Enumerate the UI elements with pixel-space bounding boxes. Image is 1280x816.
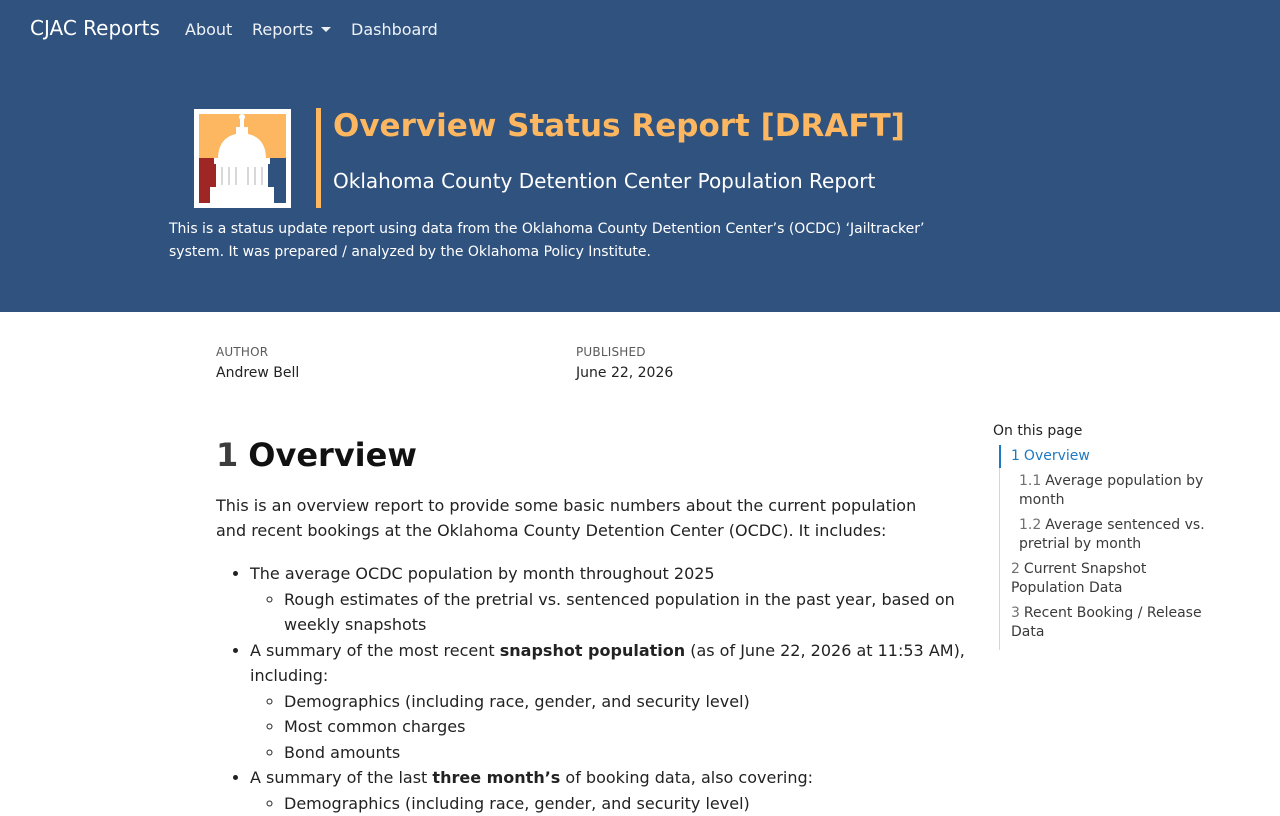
nav-link-about[interactable]: About bbox=[185, 20, 232, 39]
list-item-emphasis: snapshot population bbox=[500, 641, 685, 660]
list-item bbox=[250, 765, 970, 816]
sub-list-item: ◦ Demographics (including race, gender, and security level) bbox=[284, 689, 970, 715]
title-accent-rule bbox=[316, 108, 321, 208]
list-item bbox=[250, 638, 970, 766]
section-number: 1 bbox=[216, 436, 238, 474]
section-title: Overview bbox=[248, 436, 417, 474]
chevron-down-icon bbox=[321, 27, 331, 32]
overview-list bbox=[216, 561, 970, 816]
list-item bbox=[250, 561, 970, 638]
sub-list bbox=[250, 689, 970, 766]
sub-list bbox=[250, 791, 970, 816]
toc-label: Average population by month bbox=[1019, 473, 1203, 508]
toc-link-average-population[interactable] bbox=[1011, 472, 1213, 510]
list-item-emphasis: three month’s bbox=[432, 768, 560, 787]
page-description: This is a status update report using data from the Oklahoma County Detention Center’s (OCDC) ‘Jailtracker’ system. It was prepared / analyzed by the Oklahoma Policy Institute. bbox=[169, 218, 959, 264]
published-label: PUBLISHED bbox=[576, 345, 646, 359]
page-header-banner bbox=[0, 0, 1280, 312]
sub-list-item: ◦ Most common charges bbox=[284, 714, 970, 740]
toc-link-recent-booking[interactable] bbox=[1011, 604, 1213, 642]
navbar-brand[interactable]: CJAC Reports bbox=[30, 16, 160, 40]
list-item-text: (as of June 22, 2026 at 11:53 AM), including: bbox=[250, 641, 965, 686]
published-date: June 22, 2026 bbox=[576, 365, 673, 381]
section-heading-overview bbox=[216, 436, 417, 474]
toc-label: Current Snapshot Population Data bbox=[1011, 561, 1146, 596]
toc-number: 3 bbox=[1011, 605, 1020, 621]
toc-number: 1 bbox=[1011, 448, 1020, 464]
list-item-text: A summary of the most recent bbox=[250, 641, 500, 660]
sub-list bbox=[250, 587, 970, 638]
author-name: Andrew Bell bbox=[216, 365, 299, 381]
toc-label: Overview bbox=[1024, 448, 1090, 464]
page-title: Overview Status Report [DRAFT] bbox=[333, 108, 905, 144]
sub-list-item: ◦ Demographics (including race, gender, and security level) bbox=[284, 791, 970, 816]
list-item-text: The average OCDC population by month throughout 2025 bbox=[250, 564, 715, 583]
page-subtitle: Oklahoma County Detention Center Population Report bbox=[333, 169, 875, 193]
toc-list bbox=[999, 445, 1213, 650]
toc-label: Average sentenced vs. pretrial by month bbox=[1019, 517, 1205, 552]
sub-list-item: ◦ Rough estimates of the pretrial vs. sentenced population in the past year, based on weekly snapshots bbox=[284, 587, 970, 638]
capitol-dome-logo-icon bbox=[194, 109, 291, 208]
list-item-text: of booking data, also covering: bbox=[560, 768, 813, 787]
nav-dropdown-reports-label: Reports bbox=[252, 20, 313, 39]
toc-title: On this page bbox=[993, 423, 1213, 439]
toc-link-current-snapshot[interactable] bbox=[1011, 560, 1213, 598]
toc-number: 1.1 bbox=[1019, 473, 1041, 489]
toc-number: 1.2 bbox=[1019, 517, 1041, 533]
table-of-contents bbox=[993, 423, 1213, 650]
toc-label: Recent Booking / Release Data bbox=[1011, 605, 1202, 640]
list-item-text: A summary of the last bbox=[250, 768, 432, 787]
toc-number: 2 bbox=[1011, 561, 1020, 577]
intro-paragraph: This is an overview report to provide some basic numbers about the current population and recent bookings at the Oklahoma County Detention Center (OCDC). It includes: bbox=[216, 493, 936, 543]
nav-link-dashboard[interactable]: Dashboard bbox=[351, 20, 438, 39]
sub-list-item: ◦ Bond amounts bbox=[284, 740, 970, 766]
toc-link-overview[interactable] bbox=[1011, 447, 1213, 466]
author-label: AUTHOR bbox=[216, 345, 268, 359]
toc-link-sentenced-vs-pretrial[interactable] bbox=[1011, 516, 1213, 554]
nav-dropdown-reports[interactable] bbox=[252, 20, 331, 39]
